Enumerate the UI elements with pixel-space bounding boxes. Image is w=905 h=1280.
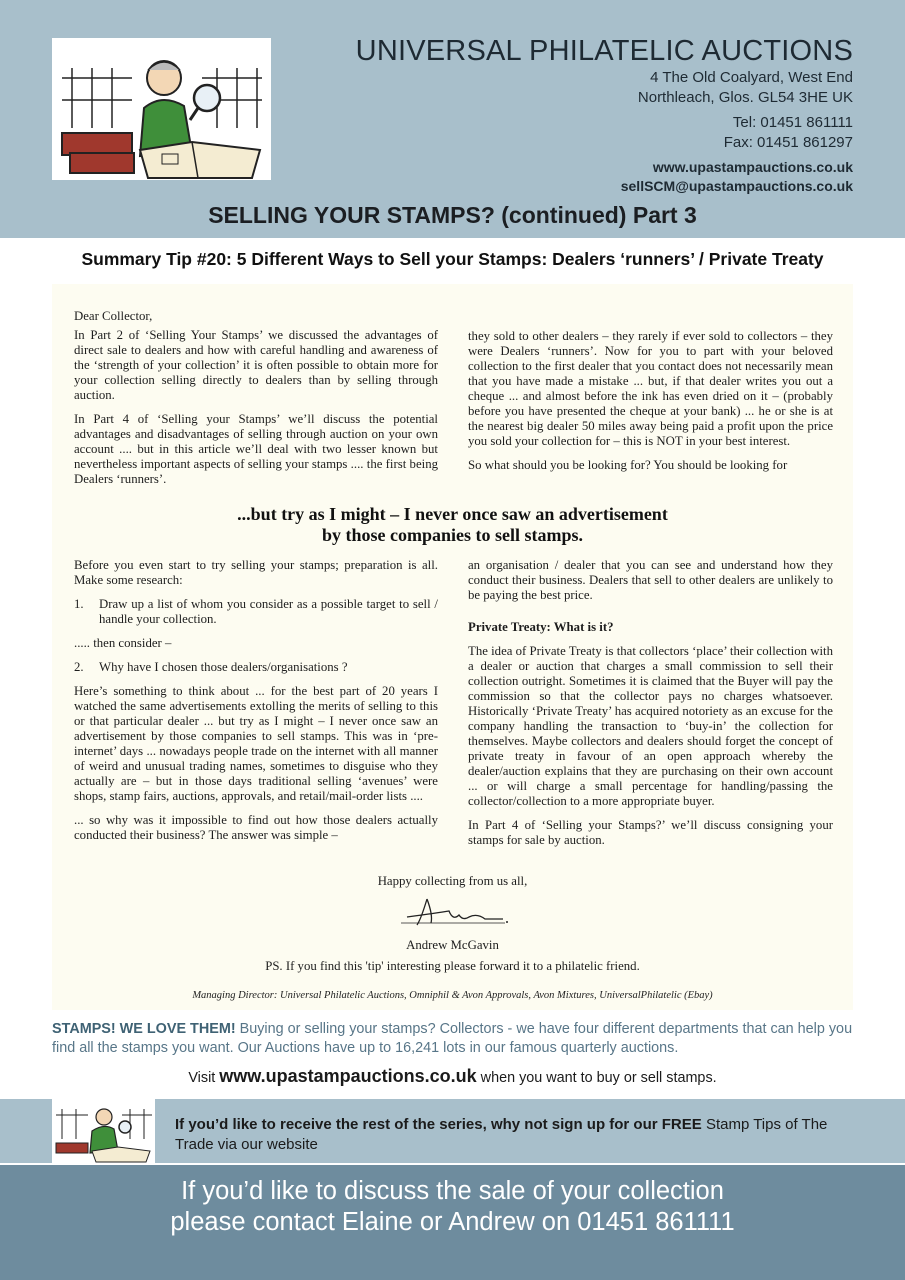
postscript: PS. If you find this 'tip' interesting please forward it to a philatelic friend.	[265, 959, 640, 973]
section-heading: Private Treaty: What is it?	[468, 620, 614, 634]
paragraph: In Part 4 of ‘Selling your Stamps?’ we’ll discuss consigning your stamps for sale by auction.	[468, 818, 833, 847]
visit-url-link[interactable]: www.upastampauctions.co.uk	[219, 1066, 477, 1086]
small-logo	[52, 1099, 155, 1163]
footer-contact	[0, 1176, 905, 1238]
promo-text	[52, 1020, 853, 1058]
telephone: Tel: 01451 861111	[732, 114, 853, 131]
fax: Fax: 01451 861297	[723, 133, 853, 151]
pull-quote-line-2: by those companies to sell stamps.	[321, 525, 583, 545]
free-label: FREE	[661, 1116, 702, 1133]
page-subtitle: Summary Tip #20: 5 Different Ways to Sell your Stamps: Dealers ‘runners’ / Private Treaty	[81, 249, 824, 269]
pull-quote-line-1: ...but try as I might – I never once saw an advertisement	[237, 504, 668, 524]
managing-director-note: Managing Director: Universal Philatelic Auctions, Omniphil & Avon Approvals, Avon Mixtures, UniversalPhilatelic (Ebay)	[192, 990, 713, 1001]
philatelist-illustration-icon	[52, 1099, 155, 1163]
signup-text-pre: If you’d like to receive the rest of the series, why not sign up for our	[175, 1116, 662, 1133]
top-right-column	[468, 329, 833, 482]
company-contact-block	[356, 34, 853, 196]
page-title: SELLING YOUR STAMPS? (continued) Part 3	[208, 202, 697, 228]
salutation: Dear Collector,	[74, 309, 153, 323]
visit-pre: Visit	[188, 1070, 220, 1086]
list-item	[74, 660, 438, 675]
paragraph: ... so why was it impossible to find out how those dealers actually conducted their business? The answer was simple –	[74, 813, 438, 842]
paragraph: Here’s something to think about ... for the best part of 20 years I watched the same advertisements extolling the merits of selling to this or that particular dealer ... but try as I might – I never once saw an advertisement by those companies to sell stamps. This was in ‘pre-internet’ days ... nowadays people trade on the internet with all manner of weird and unusual trading names, sometimes to disguise who they actually are – but in those days traditional selling ‘avenues’ were shops, stamp fairs, auctions, approvals, and retail/mail-order lists ....	[74, 684, 438, 803]
top-left-column	[74, 309, 438, 496]
bottom-right-column	[468, 558, 833, 857]
list-text: Draw up a list of whom you consider as a possible target to sell / handle your collection.	[99, 597, 438, 626]
paragraph: ..... then consider –	[74, 636, 172, 650]
letter-panel	[52, 284, 853, 1010]
footer-line-2: please contact Elaine or Andrew on 01451 861111	[170, 1208, 735, 1236]
signup-text-post: Stamp Tips of The Trade via our website	[175, 1116, 828, 1153]
signature-icon	[397, 891, 512, 931]
address-line-1: 4 The Old Coalyard, West End	[650, 69, 853, 86]
closing: Happy collecting from us all,	[377, 874, 528, 888]
philatelist-illustration-icon	[52, 38, 271, 180]
footer-line-1: If you’d like to discuss the sale of your collection	[181, 1177, 724, 1205]
company-logo	[52, 38, 271, 180]
visit-post: when you want to buy or sell stamps.	[476, 1070, 717, 1086]
address-line-2: Northleach, Glos. GL54 3HE UK	[637, 88, 853, 106]
visit-line	[0, 1066, 905, 1087]
paragraph: In Part 4 of ‘Selling your Stamps’ we’ll discuss the potential advantages and disadvantages of selling through auction on your own account .... but in this article we’ll deal with two lesser known but nevertheless important aspects of selling your stamps .... the first being Dealers ‘runners’.	[74, 412, 438, 486]
promo-headline: STAMPS! WE LOVE THEM!	[52, 1021, 236, 1037]
list-item	[74, 597, 438, 627]
list-number: 2.	[74, 660, 84, 674]
paragraph: an organisation / dealer that you can see and understand how they conduct their business. Dealers that sell to other dealers are unlikely to be paying the best price.	[468, 558, 833, 602]
list-text: Why have I chosen those dealers/organisations ?	[99, 660, 348, 674]
list-number: 1.	[74, 597, 84, 611]
signer-name: Andrew McGavin	[406, 938, 499, 952]
paragraph: Before you even start to try selling your stamps; preparation is all. Make some research:	[74, 558, 438, 587]
signup-text	[175, 1115, 855, 1155]
company-name: UNIVERSAL PHILATELIC AUCTIONS	[355, 35, 853, 67]
bottom-left-column	[74, 558, 438, 852]
email-link[interactable]: sellSCM@upastampauctions.co.uk	[620, 178, 853, 194]
paragraph: In Part 2 of ‘Selling Your Stamps’ we discussed the advantages of direct sale to dealers and how with careful handling and awareness of the ‘strength of your collection’ it is often possible to obtain more for your collection selling directly to dealers than by selling through auction.	[74, 328, 438, 402]
paragraph: The idea of Private Treaty is that collectors ‘place’ their collection with a dealer or auction that charges a small commission to sell their collection outright. Sometimes it is claimed that the Buyer will pay the commission so that the collector pays no charges whatsoever. Historically ‘Private Treaty’ has acquired notoriety as an excuse for the company handling the transaction to ‘buy-in’ the collection for themselves. Maybe collectors and dealers should forget the concept of private treaty in favour of an open approach whereby the dealer/auction explains that they are purchasing on their own account ... or will charge a small percentage for handling/passing the collector/collection to a more appropriate buyer.	[468, 644, 833, 808]
promo-body: Buying or selling your stamps? Collectors - we have four different departments that can help you find all the stamps you want. Our Auctions have up to 16,241 lots in our famous quarterly auctions.	[52, 1021, 853, 1056]
paragraph: they sold to other dealers – they rarely if ever sold to collectors – they were Dealers ‘runners’. Now for you to part with your beloved collection to the first dealer that you contact does not necessarily mean that you have made a mistake ... but, if that dealer writes you out a cheque ... and almost before the ink has even dried on it – (probably before you have presented the cheque at your bank) ... he or she is at the nearest big dealer 50 miles away being paid a profit upon the price you sold your collection for – this is NOT in your best interest.	[468, 329, 833, 448]
website-link[interactable]: www.upastampauctions.co.uk	[652, 159, 853, 175]
paragraph: So what should you be looking for? You should be looking for	[468, 458, 788, 472]
pull-quote	[52, 504, 853, 546]
